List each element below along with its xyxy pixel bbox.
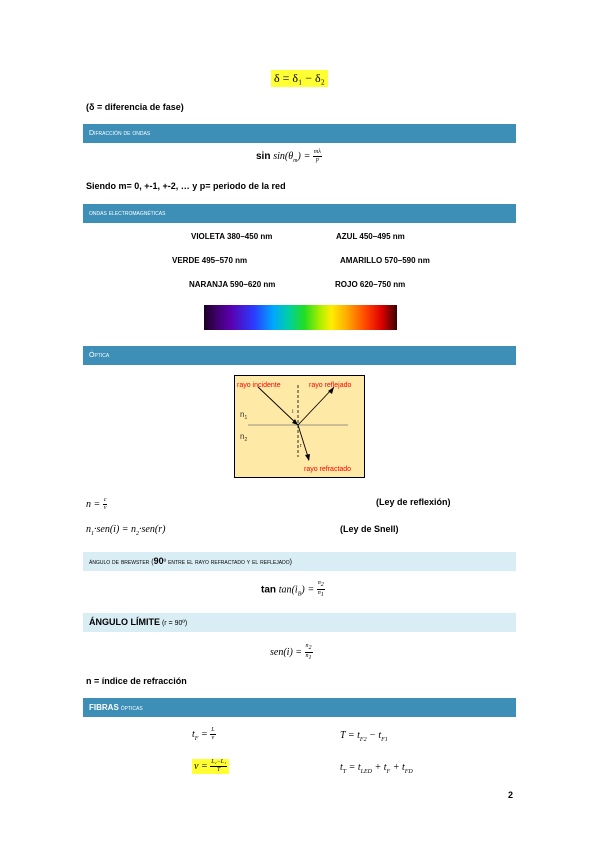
formula-tiempo-fibra: $t_F$ = $\frac{L}{v}$ xyxy=(192,727,215,742)
diffraction-note: Siendo m= 0, +-1, +-2, … y p= periodo de la red xyxy=(86,181,286,191)
formula-delta-t: $T = t_{F2} - t_{F1}$ xyxy=(340,730,388,743)
label-n1: $n_1$ xyxy=(240,410,248,421)
diagram-background xyxy=(235,376,365,478)
section-bar-angulo-limite: ÁNGULO LÍMITE (r = 90º) xyxy=(83,613,516,632)
note-indice-refraccion: n = índice de refracción xyxy=(86,676,187,686)
formula-angulo-limite: sen(i) = $\frac{n_2}{n_1}$ xyxy=(270,643,312,662)
section-bar-brewster: ángulo de brewster (90º entre el rayo refractado y el reflejado) xyxy=(83,552,516,571)
color-azul: AZUL 450–495 nm xyxy=(336,232,405,241)
label-ley-snell: (Ley de Snell) xyxy=(340,524,399,534)
phase-difference-note: (δ = diferencia de fase) xyxy=(86,102,184,112)
label-rayo-incidente: rayo incidente xyxy=(237,382,281,389)
label-ley-reflexion: (Ley de reflexión) xyxy=(376,497,451,507)
formula-snell: $n_1\cdot sen(i) = n_2\cdot sen(r)$ xyxy=(86,524,166,537)
visible-spectrum-image xyxy=(204,305,397,330)
label-n2: $n_2$ xyxy=(240,432,248,443)
formula-refractive-index: n = $\frac{c}{v}$ xyxy=(86,497,107,511)
phase-difference-formula: δ = δ₁ − δ₂ xyxy=(271,70,328,87)
formula-tiempo-total: $t_T = t_{LED} + t_F + t_{FD}$ xyxy=(340,762,413,775)
formula-brewster: $\tan \tan(i_B)$ = $\frac{n_2}{n_1}$ xyxy=(261,580,324,599)
color-verde: VERDE 495–570 nm xyxy=(172,256,248,265)
label-rayo-reflejado: rayo reflejado xyxy=(309,382,352,389)
color-amarillo: AMARILLO 570–590 nm xyxy=(340,256,430,265)
label-angle-i: i xyxy=(292,409,294,415)
section-bar-ondas-em: ondas electromagnéticas xyxy=(83,204,516,223)
page-number: 2 xyxy=(508,790,514,800)
color-violeta: VIOLETA 380–450 nm xyxy=(191,232,273,241)
color-naranja: NARANJA 590–620 nm xyxy=(189,280,276,289)
section-bar-optica: Óptica xyxy=(83,346,516,365)
diffraction-formula: $\sin \sin(\theta_m)$ = $\frac{m\lambda}{p}$ xyxy=(256,149,321,165)
section-bar-difraccion: Difracción de ondas xyxy=(83,124,516,143)
refraction-diagram xyxy=(234,375,365,478)
label-angle-r: r xyxy=(300,443,302,449)
label-rayo-refractado: rayo refractado xyxy=(304,466,352,473)
formula-velocidad: v = $\frac{\text{L₂−L₁}}{T}$ xyxy=(192,759,229,774)
section-bar-fibras: FIBRAS ópticas xyxy=(83,698,516,717)
color-rojo: ROJO 620–750 nm xyxy=(335,280,406,289)
